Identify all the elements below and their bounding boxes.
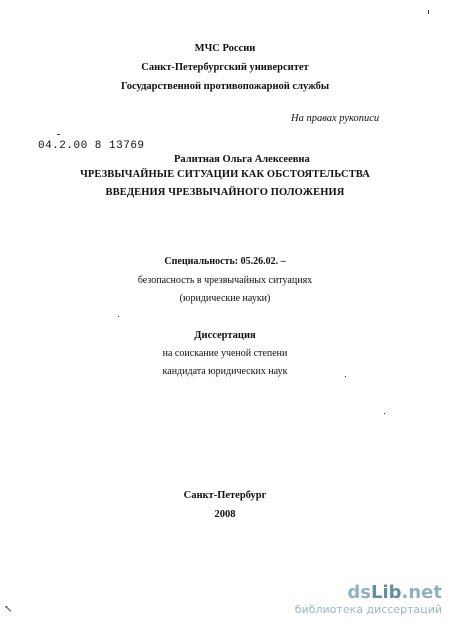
thesis-title-line-1: ЧРЕЗВЫЧАЙНЫЕ СИТУАЦИИ КАК ОБСТОЯТЕЛЬСТВА bbox=[80, 169, 370, 180]
ministry-name: МЧС России bbox=[194, 43, 256, 54]
scan-speck bbox=[57, 134, 60, 135]
author-name: Ралитная Ольга Алексеевна bbox=[174, 154, 310, 165]
university-name: Санкт-Петербургский университет bbox=[141, 62, 309, 73]
city: Санкт-Петербург bbox=[183, 490, 267, 501]
scan-speck bbox=[428, 10, 429, 14]
corner-mark-icon: ↖ bbox=[4, 604, 13, 615]
degree-line-1: на соискание ученой степени bbox=[162, 348, 288, 359]
catalog-code: 04.2.00 8 13769 bbox=[38, 140, 145, 152]
scan-speck bbox=[384, 413, 385, 414]
specialty-label: Специальность: 05.26.02. – bbox=[164, 256, 286, 267]
specialty-field: (юридические науки) bbox=[179, 293, 271, 304]
watermark bbox=[295, 583, 442, 616]
degree-line-2: кандидата юридических наук bbox=[162, 366, 288, 377]
thesis-title-line-2: ВВЕДЕНИЯ ЧРЕЗВЫЧАЙНОГО ПОЛОЖЕНИЯ bbox=[105, 187, 345, 198]
scan-speck bbox=[118, 316, 119, 317]
specialty-name: безопасность в чрезвычайных ситуациях bbox=[137, 275, 313, 286]
rights-note: На правах рукописи bbox=[291, 113, 380, 124]
dissertation-label: Диссертация bbox=[194, 330, 256, 341]
watermark-logo: dsLib.net bbox=[347, 582, 442, 603]
scan-speck bbox=[345, 376, 346, 377]
year: 2008 bbox=[214, 509, 236, 520]
service-name: Государственной противопожарной службы bbox=[120, 81, 330, 92]
watermark-subtitle: библиотека диссертаций bbox=[294, 603, 442, 616]
